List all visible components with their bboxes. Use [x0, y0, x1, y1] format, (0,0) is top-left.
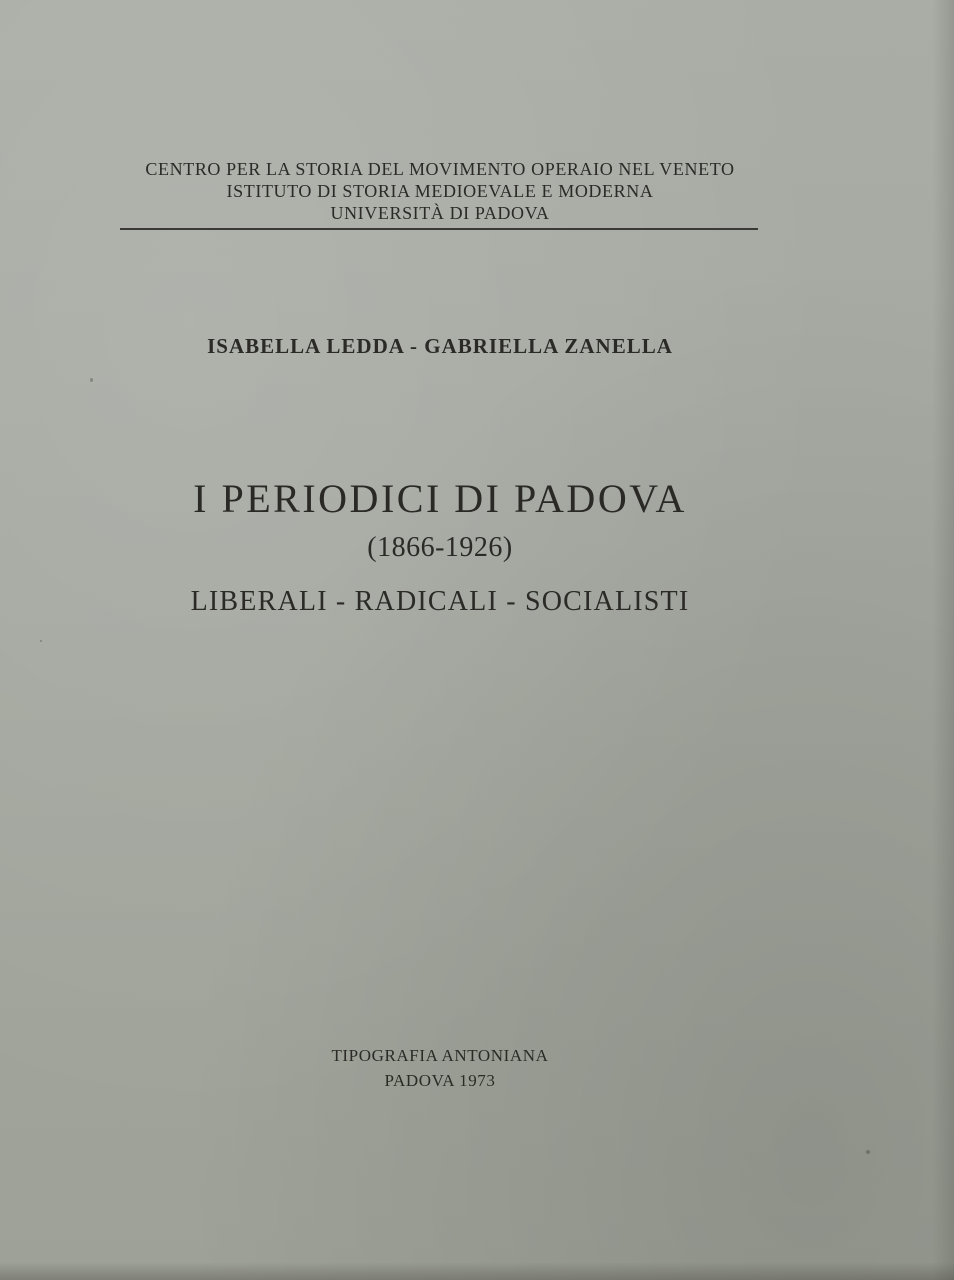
publisher-name: TIPOGRAFIA ANTONIANA [331, 1046, 549, 1065]
cover-bottom-shadow [0, 1262, 954, 1280]
header-divider [120, 228, 758, 230]
institution-line-2: ISTITUTO DI STORIA MEDIOEVALE E MODERNA [226, 181, 654, 201]
book-subtitle: LIBERALI - RADICALI - SOCIALISTI [190, 586, 690, 617]
paper-speck [90, 378, 93, 382]
authors: ISABELLA LEDDA - GABRIELLA ZANELLA [207, 334, 673, 358]
paper-speck [40, 640, 42, 642]
cover-edge-shadow [932, 0, 954, 1280]
publisher-place-year: PADOVA 1973 [384, 1071, 496, 1090]
paper-speck [866, 1150, 870, 1154]
book-title: I PERIODICI DI PADOVA [193, 476, 687, 521]
book-dates: (1866-1926) [367, 532, 513, 563]
institution-line-3: UNIVERSITÀ DI PADOVA [330, 203, 550, 223]
institution-line-1: CENTRO PER LA STORIA DEL MOVIMENTO OPERAIO NEL VENETO [145, 159, 735, 179]
